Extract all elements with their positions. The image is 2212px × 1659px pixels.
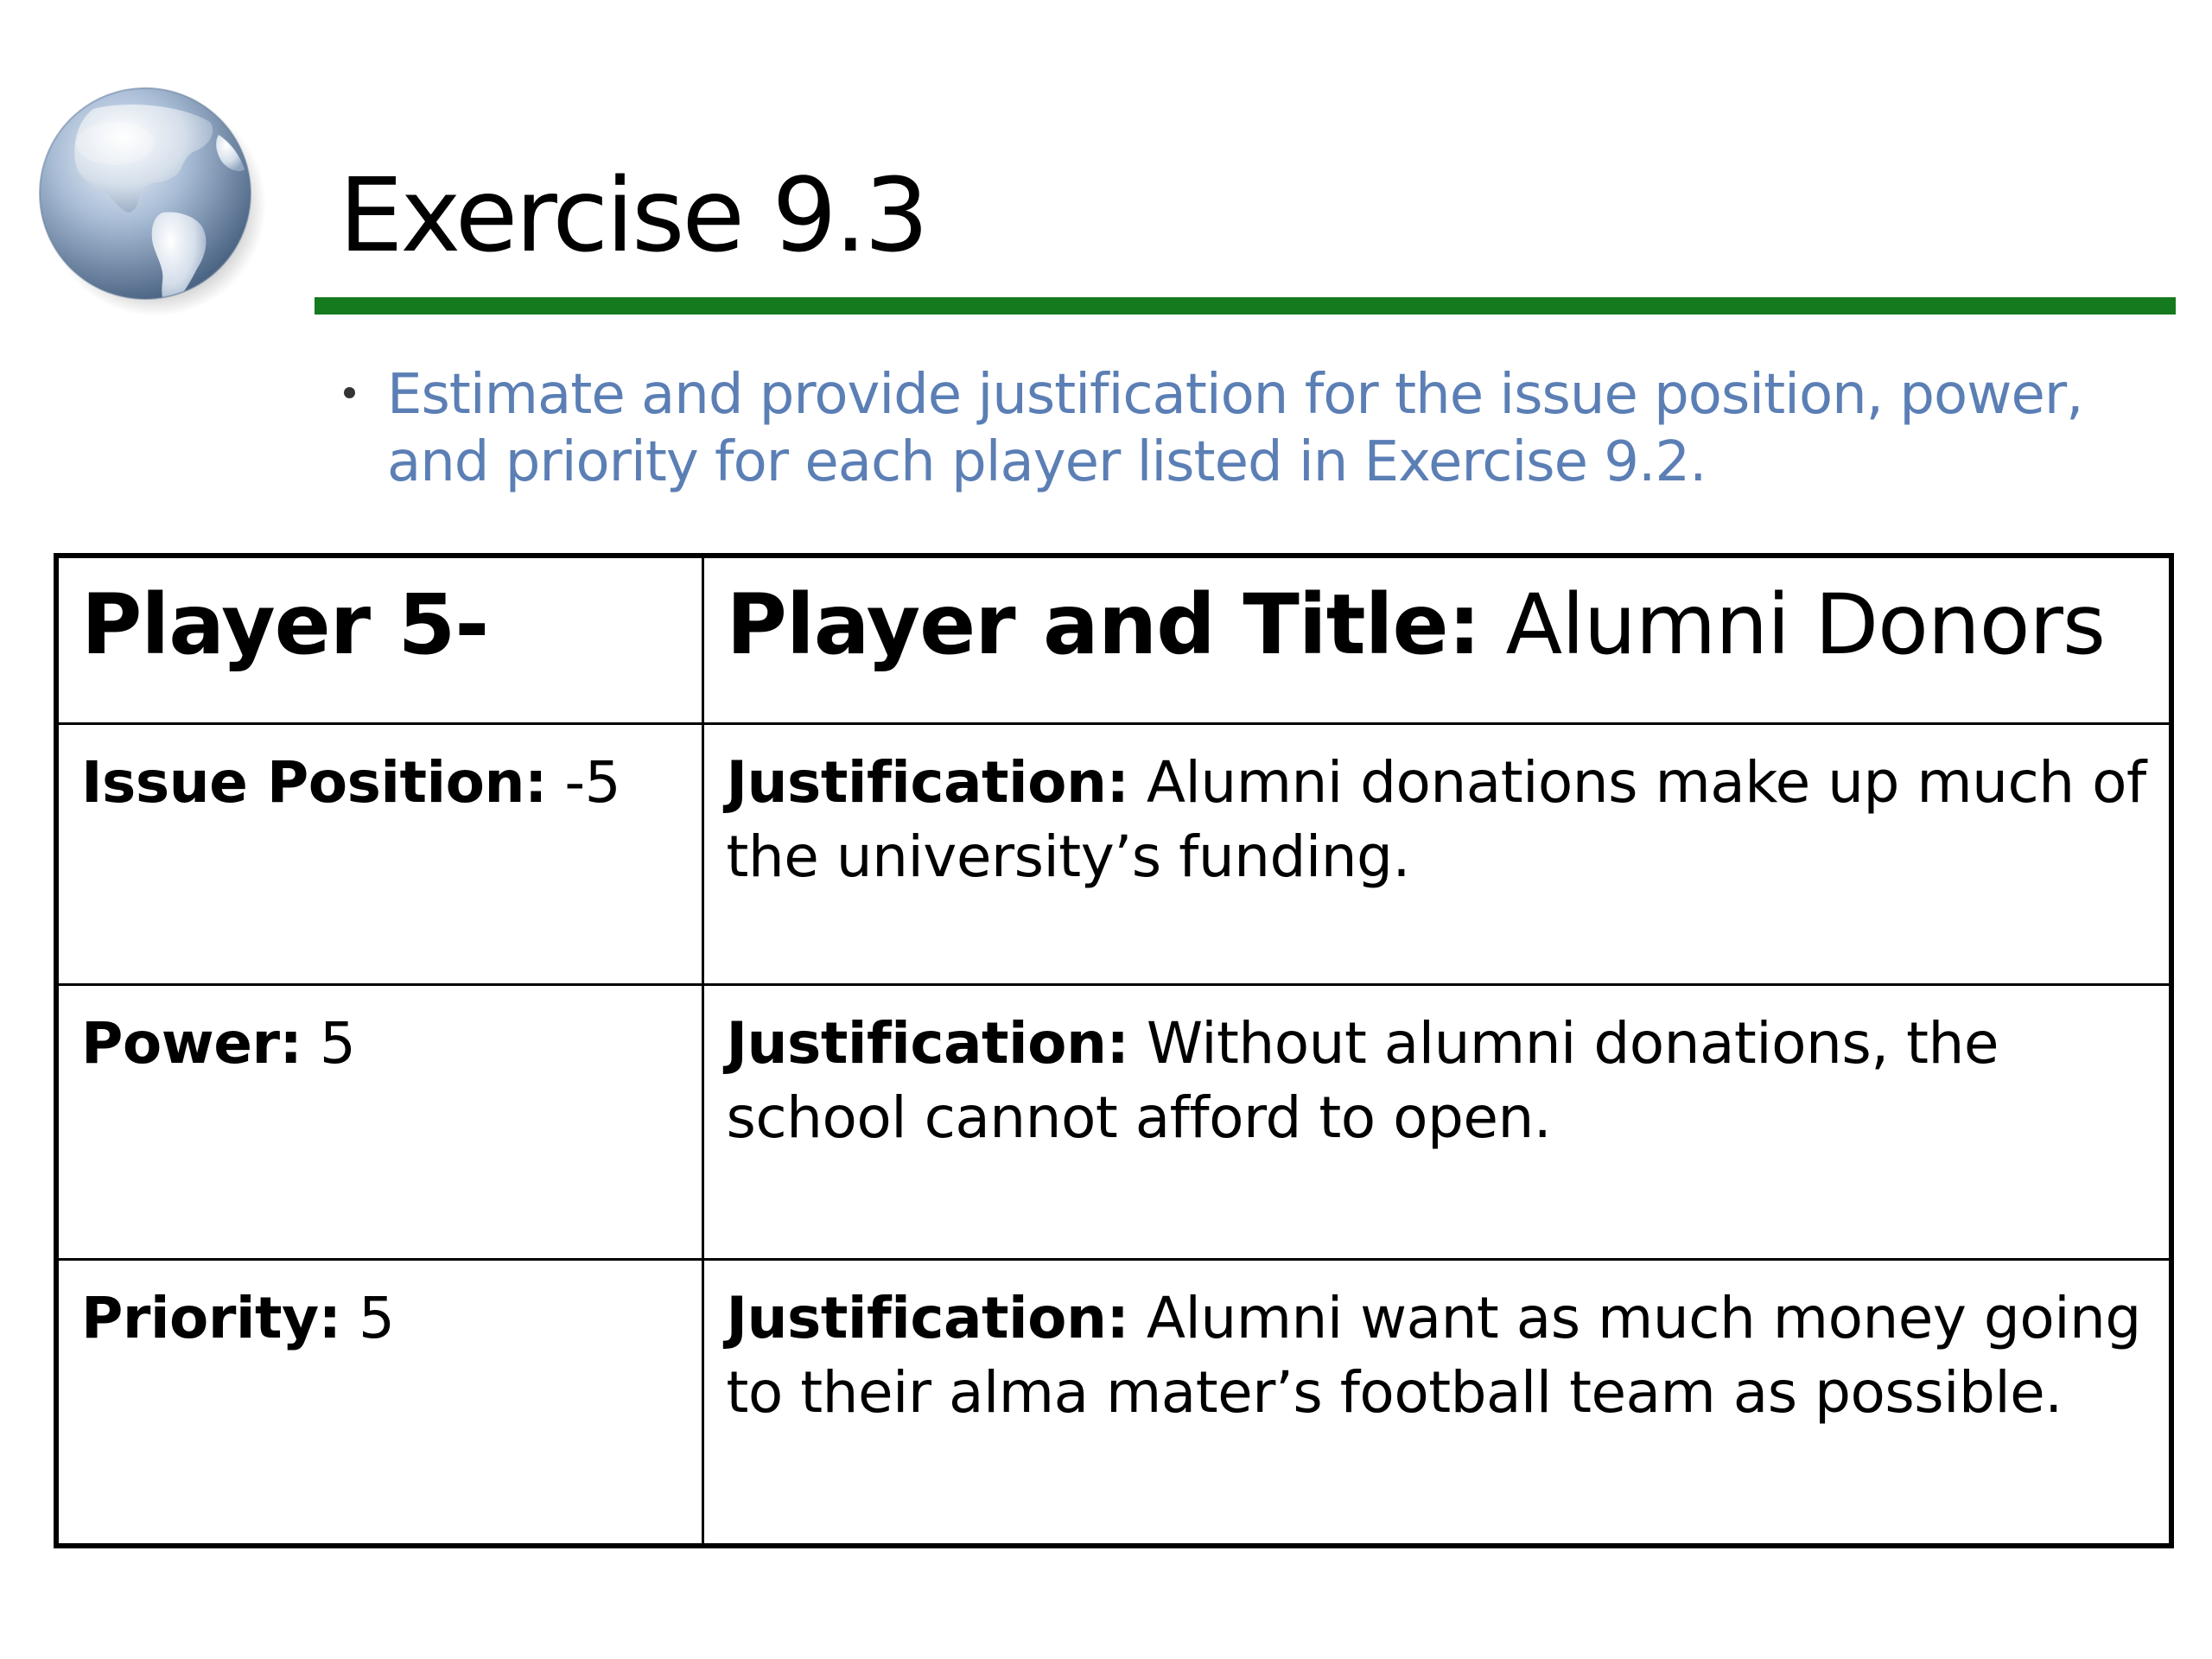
- issue-position-justification-cell: [702, 723, 2171, 984]
- issue-position-cell: [56, 723, 702, 984]
- priority-value: 5: [340, 1284, 395, 1351]
- title-underline: [315, 297, 2176, 315]
- priority-label: Priority:: [81, 1284, 341, 1351]
- justification-label: Justification:: [726, 1284, 1129, 1351]
- justification-label: Justification:: [726, 1009, 1129, 1077]
- priority-cell: [56, 1259, 702, 1546]
- justification-label: Justification:: [726, 748, 1129, 816]
- priority-justification-cell: [702, 1259, 2171, 1546]
- slide-title: Exercise 9.3: [339, 156, 927, 275]
- player-number-label: Player 5-: [81, 576, 489, 673]
- player-title-cell: [702, 556, 2171, 723]
- globe-icon: [33, 83, 266, 316]
- issue-position-label: Issue Position:: [81, 748, 547, 816]
- player-title-label: Player and Title:: [726, 576, 1480, 673]
- power-value: 5: [302, 1009, 356, 1077]
- bullet-text: Estimate and provide justification for the issue position, power, and priority for each player listed in Exercise 9.2.: [387, 363, 2083, 494]
- power-label: Power:: [81, 1009, 302, 1077]
- bullet-dot-icon: [344, 387, 355, 398]
- bullet-item: [344, 361, 2167, 496]
- player-title-value: Alumni Donors: [1480, 576, 2105, 673]
- table-header-row: [56, 556, 2171, 723]
- table-row-power: [56, 984, 2171, 1259]
- issue-position-value: -5: [546, 748, 621, 816]
- justification-text: Alumni donations make up much of the university’s funding.: [726, 748, 2146, 890]
- player-table: [54, 553, 2174, 1548]
- justification-text: Without alumni donations, the school cannot afford to open.: [726, 1009, 1999, 1151]
- table-row-issue-position: [56, 723, 2171, 984]
- power-justification-cell: [702, 984, 2171, 1259]
- table-row-priority: [56, 1259, 2171, 1546]
- power-cell: [56, 984, 702, 1259]
- player-number-cell: [56, 556, 702, 723]
- justification-text: Alumni want as much money going to their alma mater’s football team as possible.: [726, 1284, 2141, 1426]
